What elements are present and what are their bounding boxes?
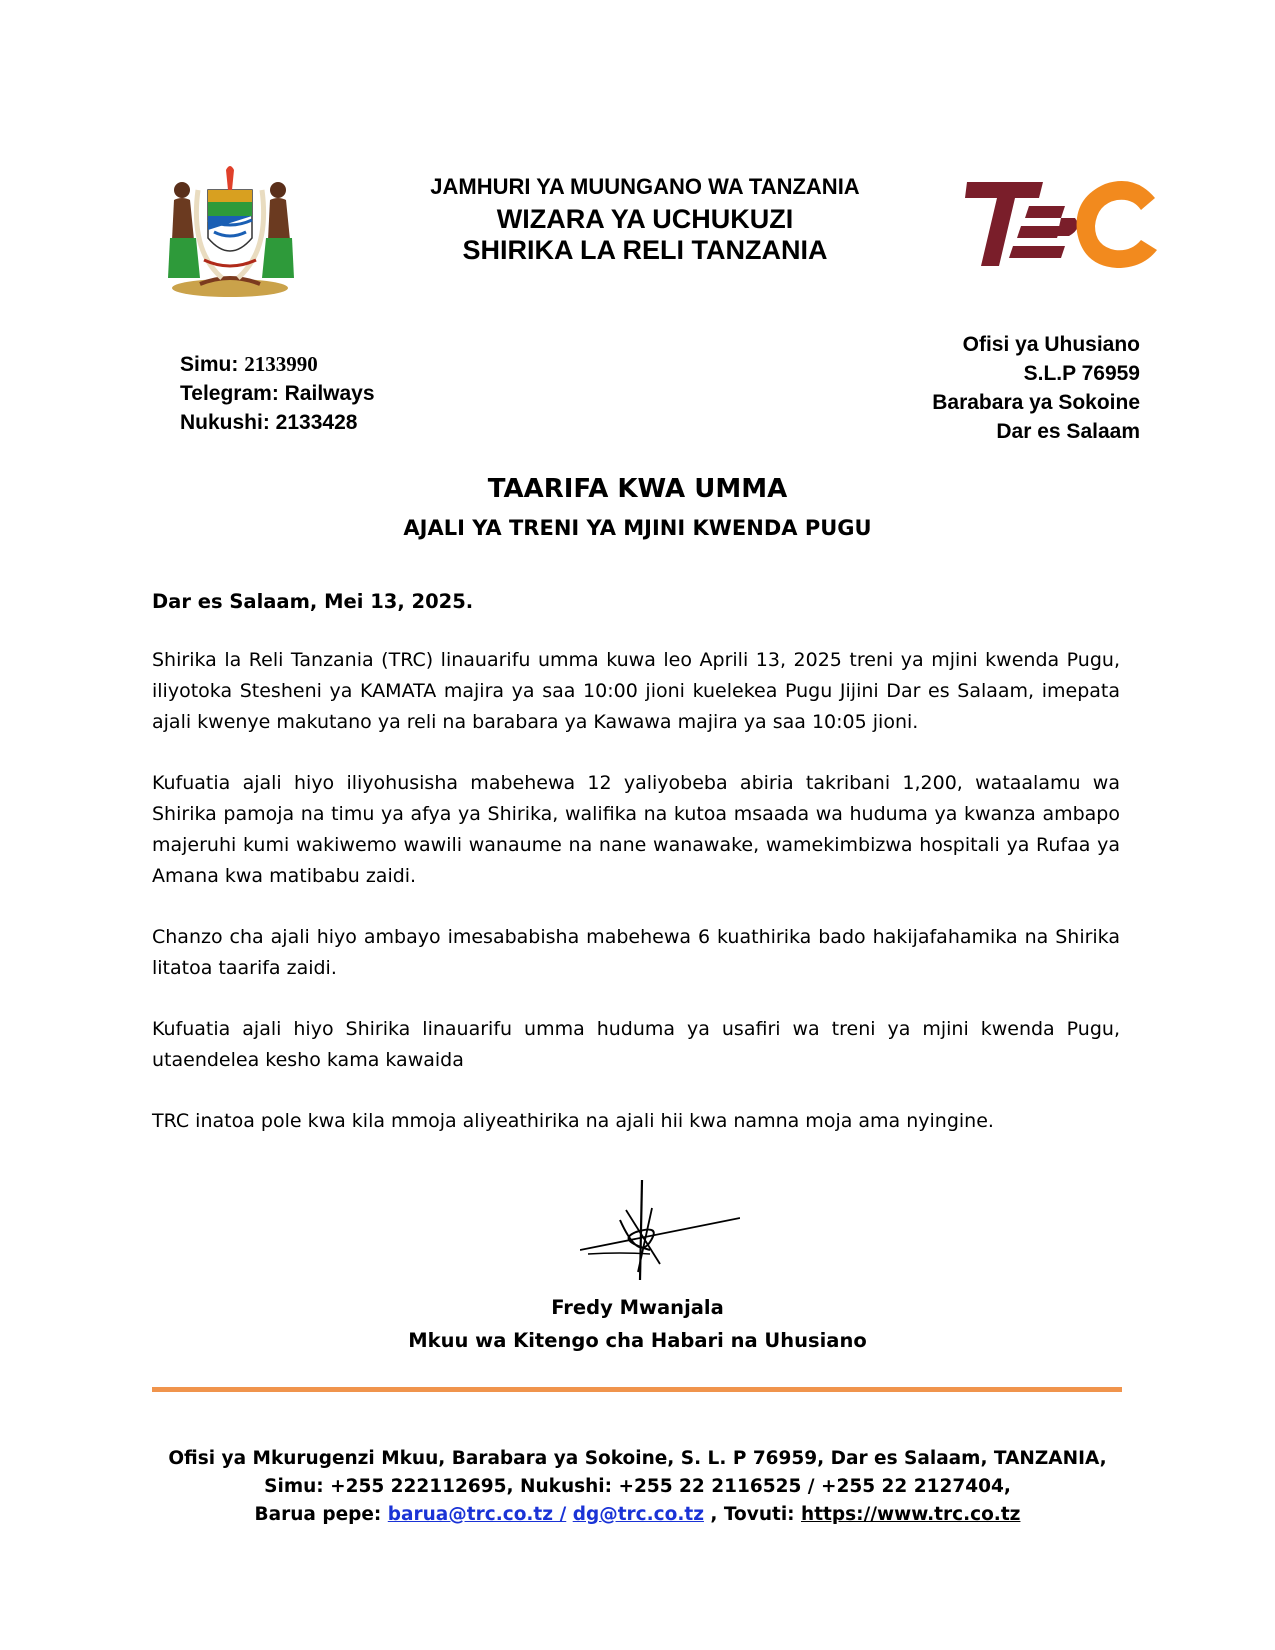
po-box: S.L.P 76959 bbox=[1023, 362, 1140, 385]
footer-phone-fax: Simu: +255 222112695, Nukushi: +255 22 2116525 / +255 22 2127404, bbox=[264, 1476, 1011, 1497]
street-address: Barabara ya Sokoine bbox=[932, 391, 1140, 414]
phone-label: Simu: bbox=[180, 353, 239, 376]
phone-number: 2133990 bbox=[244, 352, 318, 376]
paragraph-3: Chanzo cha ajali hiyo ambayo imesababisha mabehewa 6 kuathirika bado hakijafahamika na Shirika litatoa taarifa zaidi. bbox=[152, 926, 1120, 979]
city: Dar es Salaam bbox=[996, 420, 1140, 443]
website-label: , Tovuti: bbox=[710, 1504, 795, 1525]
email-link-dg[interactable]: dg@trc.co.tz bbox=[572, 1504, 704, 1525]
fax-line: Nukushi: 2133428 bbox=[180, 411, 358, 434]
office-name: Ofisi ya Uhusiano bbox=[962, 333, 1140, 356]
footer-contacts bbox=[0, 1504, 1275, 1525]
phone-line bbox=[180, 350, 375, 379]
date-line: Dar es Salaam, Mei 13, 2025. bbox=[152, 590, 474, 613]
contact-left-block bbox=[180, 350, 375, 437]
footer-divider bbox=[152, 1387, 1122, 1392]
website-link[interactable]: https://www.trc.co.tz bbox=[801, 1504, 1021, 1525]
paragraph-4: Kufuatia ajali hiyo Shirika linauarifu umma huduma ya usafiri wa treni ya mjini kwenda Pugu, utaendelea kesho kama kawaida bbox=[152, 1018, 1120, 1071]
header-corporation: SHIRIKA LA RELI TANZANIA bbox=[462, 235, 828, 265]
signer-title: Mkuu wa Kitengo cha Habari na Uhusiano bbox=[408, 1329, 867, 1352]
document-title: TAARIFA KWA UMMA bbox=[487, 474, 788, 504]
paragraph-2: Kufuatia ajali hiyo iliyohusisha mabehewa 12 yaliyobeba abiria takribani 1,200, wataalamu wa Shirika pamoja na timu ya afya ya Shirika, walifika na kutoa msaada wa huduma ya kwanza ambapo majeruhi kumi wakiwemo wawili wanaume na nane wanawake, wamekimbizwa hospitali ya Rufaa ya Amana kwa matibabu zaidi. bbox=[152, 772, 1120, 887]
document-subtitle: AJALI YA TRENI YA MJINI KWENDA PUGU bbox=[403, 516, 872, 540]
paragraph-5: TRC inatoa pole kwa kila mmoja aliyeathirika na ajali hii kwa namna moja ama nyingine. bbox=[152, 1110, 994, 1132]
header-country: JAMHURI YA MUUNGANO WA TANZANIA bbox=[430, 174, 860, 199]
email-label: Barua pepe: bbox=[254, 1504, 382, 1525]
trc-logo bbox=[965, 170, 1165, 280]
contact-right-block bbox=[932, 330, 1140, 446]
footer-address: Ofisi ya Mkurugenzi Mkuu, Barabara ya Sokoine, S. L. P 76959, Dar es Salaam, TANZANIA, bbox=[168, 1448, 1107, 1469]
coat-of-arms-emblem bbox=[160, 160, 300, 305]
handwritten-signature bbox=[580, 1180, 740, 1290]
email-link-barua[interactable]: barua@trc.co.tz / bbox=[387, 1504, 567, 1525]
signer-name: Fredy Mwanjala bbox=[551, 1296, 724, 1319]
header-ministry: WIZARA YA UCHUKUZI bbox=[496, 204, 794, 234]
telegram-line: Telegram: Railways bbox=[180, 382, 375, 405]
paragraph-1: Shirika la Reli Tanzania (TRC) linauarifu umma kuwa leo Aprili 13, 2025 treni ya mjini kwenda Pugu, iliyotoka Stesheni ya KAMATA majira ya saa 10:00 jioni kuelekea Pugu Jijini Dar es Salaam, imepata ajali kwenye makutano ya reli na barabara ya Kawawa majira ya saa 10:05 jioni. bbox=[152, 649, 1120, 733]
